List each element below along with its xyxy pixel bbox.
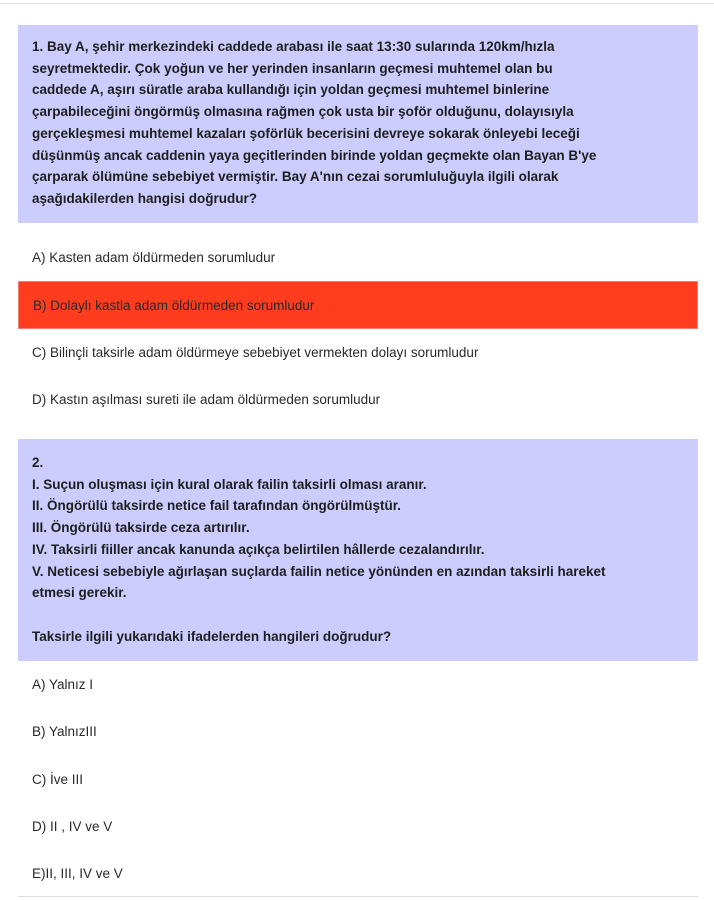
question-2-number: 2. bbox=[32, 455, 44, 470]
question-2-statement-v-cont: etmesi gerekir. bbox=[32, 585, 127, 601]
bottom-divider bbox=[18, 896, 698, 897]
question-1-option-d[interactable]: D) Kastın aşılması sureti ile adam öldürmeden sorumludur bbox=[32, 391, 381, 407]
question-1-options bbox=[18, 234, 698, 439]
question-1-option-a[interactable]: A) Kasten adam öldürmeden sorumludur bbox=[32, 250, 276, 265]
question-2-option-e[interactable]: E)II, III, IV ve V bbox=[32, 866, 123, 882]
question-1-box bbox=[18, 25, 698, 223]
question-2-statement-i: I. Suçun oluşması için kural olarak failin taksirli olması aranır. bbox=[32, 476, 427, 492]
question-2-statement-iii: III. Öngörülü taksirde ceza artırılır. bbox=[32, 520, 250, 536]
question-1-option-b-selected-wrong[interactable]: B) Dolaylı kastla adam öldürmeden sorumludur bbox=[18, 281, 698, 328]
question-2-options bbox=[18, 661, 698, 897]
question-2-option-c[interactable]: C) İve III bbox=[32, 771, 84, 787]
question-1-text-line: aşağıdakilerden hangisi doğrudur? bbox=[32, 190, 258, 206]
question-2-statement-iv: IV. Taksirli fiiller ancak kanunda açıkça belirtilen hâllerde cezalandırılır. bbox=[32, 541, 485, 557]
question-2-option-a[interactable]: A) Yalnız I bbox=[32, 677, 94, 692]
question-2-blank-line bbox=[32, 604, 684, 626]
question-2-statement-ii: II. Öngörülü taksirde netice fail tarafından öngörülmüştür. bbox=[32, 498, 402, 514]
question-1-option-c[interactable]: C) Bilinçli taksirle adam öldürmeye sebebiyet vermekten dolayı sorumludur bbox=[32, 344, 479, 360]
question-2-option-d[interactable]: D) II , IV ve V bbox=[32, 818, 113, 834]
question-2-option-b[interactable]: B) YalnızIII bbox=[32, 724, 97, 740]
quiz-container bbox=[18, 25, 698, 897]
question-1-text-line: 1. Bay A, şehir merkezindeki caddede arabası ile saat 13:30 sularında 120km/hızla bbox=[32, 39, 555, 54]
question-1-text-line: gerçekleşmesi muhtemel kazaları şoförlük becerisini devreye sokarak önleyebi leceği bbox=[32, 125, 580, 141]
question-2-prompt: Taksirle ilgili yukarıdaki ifadelerden hangileri doğrudur? bbox=[32, 628, 392, 644]
question-1-text-line: çarparak ölümüne sebebiyet vermiştir. Bay A'nın cezai sorumluluğuyla ilgili olarak bbox=[32, 169, 559, 185]
question-2-statement-v: V. Neticesi sebebiyle ağırlaşan suçlarda failin netice yönünden en azından taksirli hareket bbox=[32, 563, 606, 579]
question-1-text-line: çarpabileceğini öngörmüş olmasına rağmen çok usta bir şoför olduğunu, dolayısıyla bbox=[32, 104, 574, 120]
question-1-text-line: seyretmektedir. Çok yoğun ve her yerinden insanların geçmesi muhtemel olan bu bbox=[32, 60, 553, 76]
question-1-text-line: caddede A, aşırı süratle araba kullandığı için yoldan geçmesi muhtemel binlerine bbox=[32, 82, 550, 98]
top-divider bbox=[0, 3, 714, 4]
question-2-box bbox=[18, 439, 698, 661]
question-1-text-line: düşünmüş ancak caddenin yaya geçitlerinden birinde yoldan geçmekte olan Bayan B'ye bbox=[32, 147, 597, 163]
